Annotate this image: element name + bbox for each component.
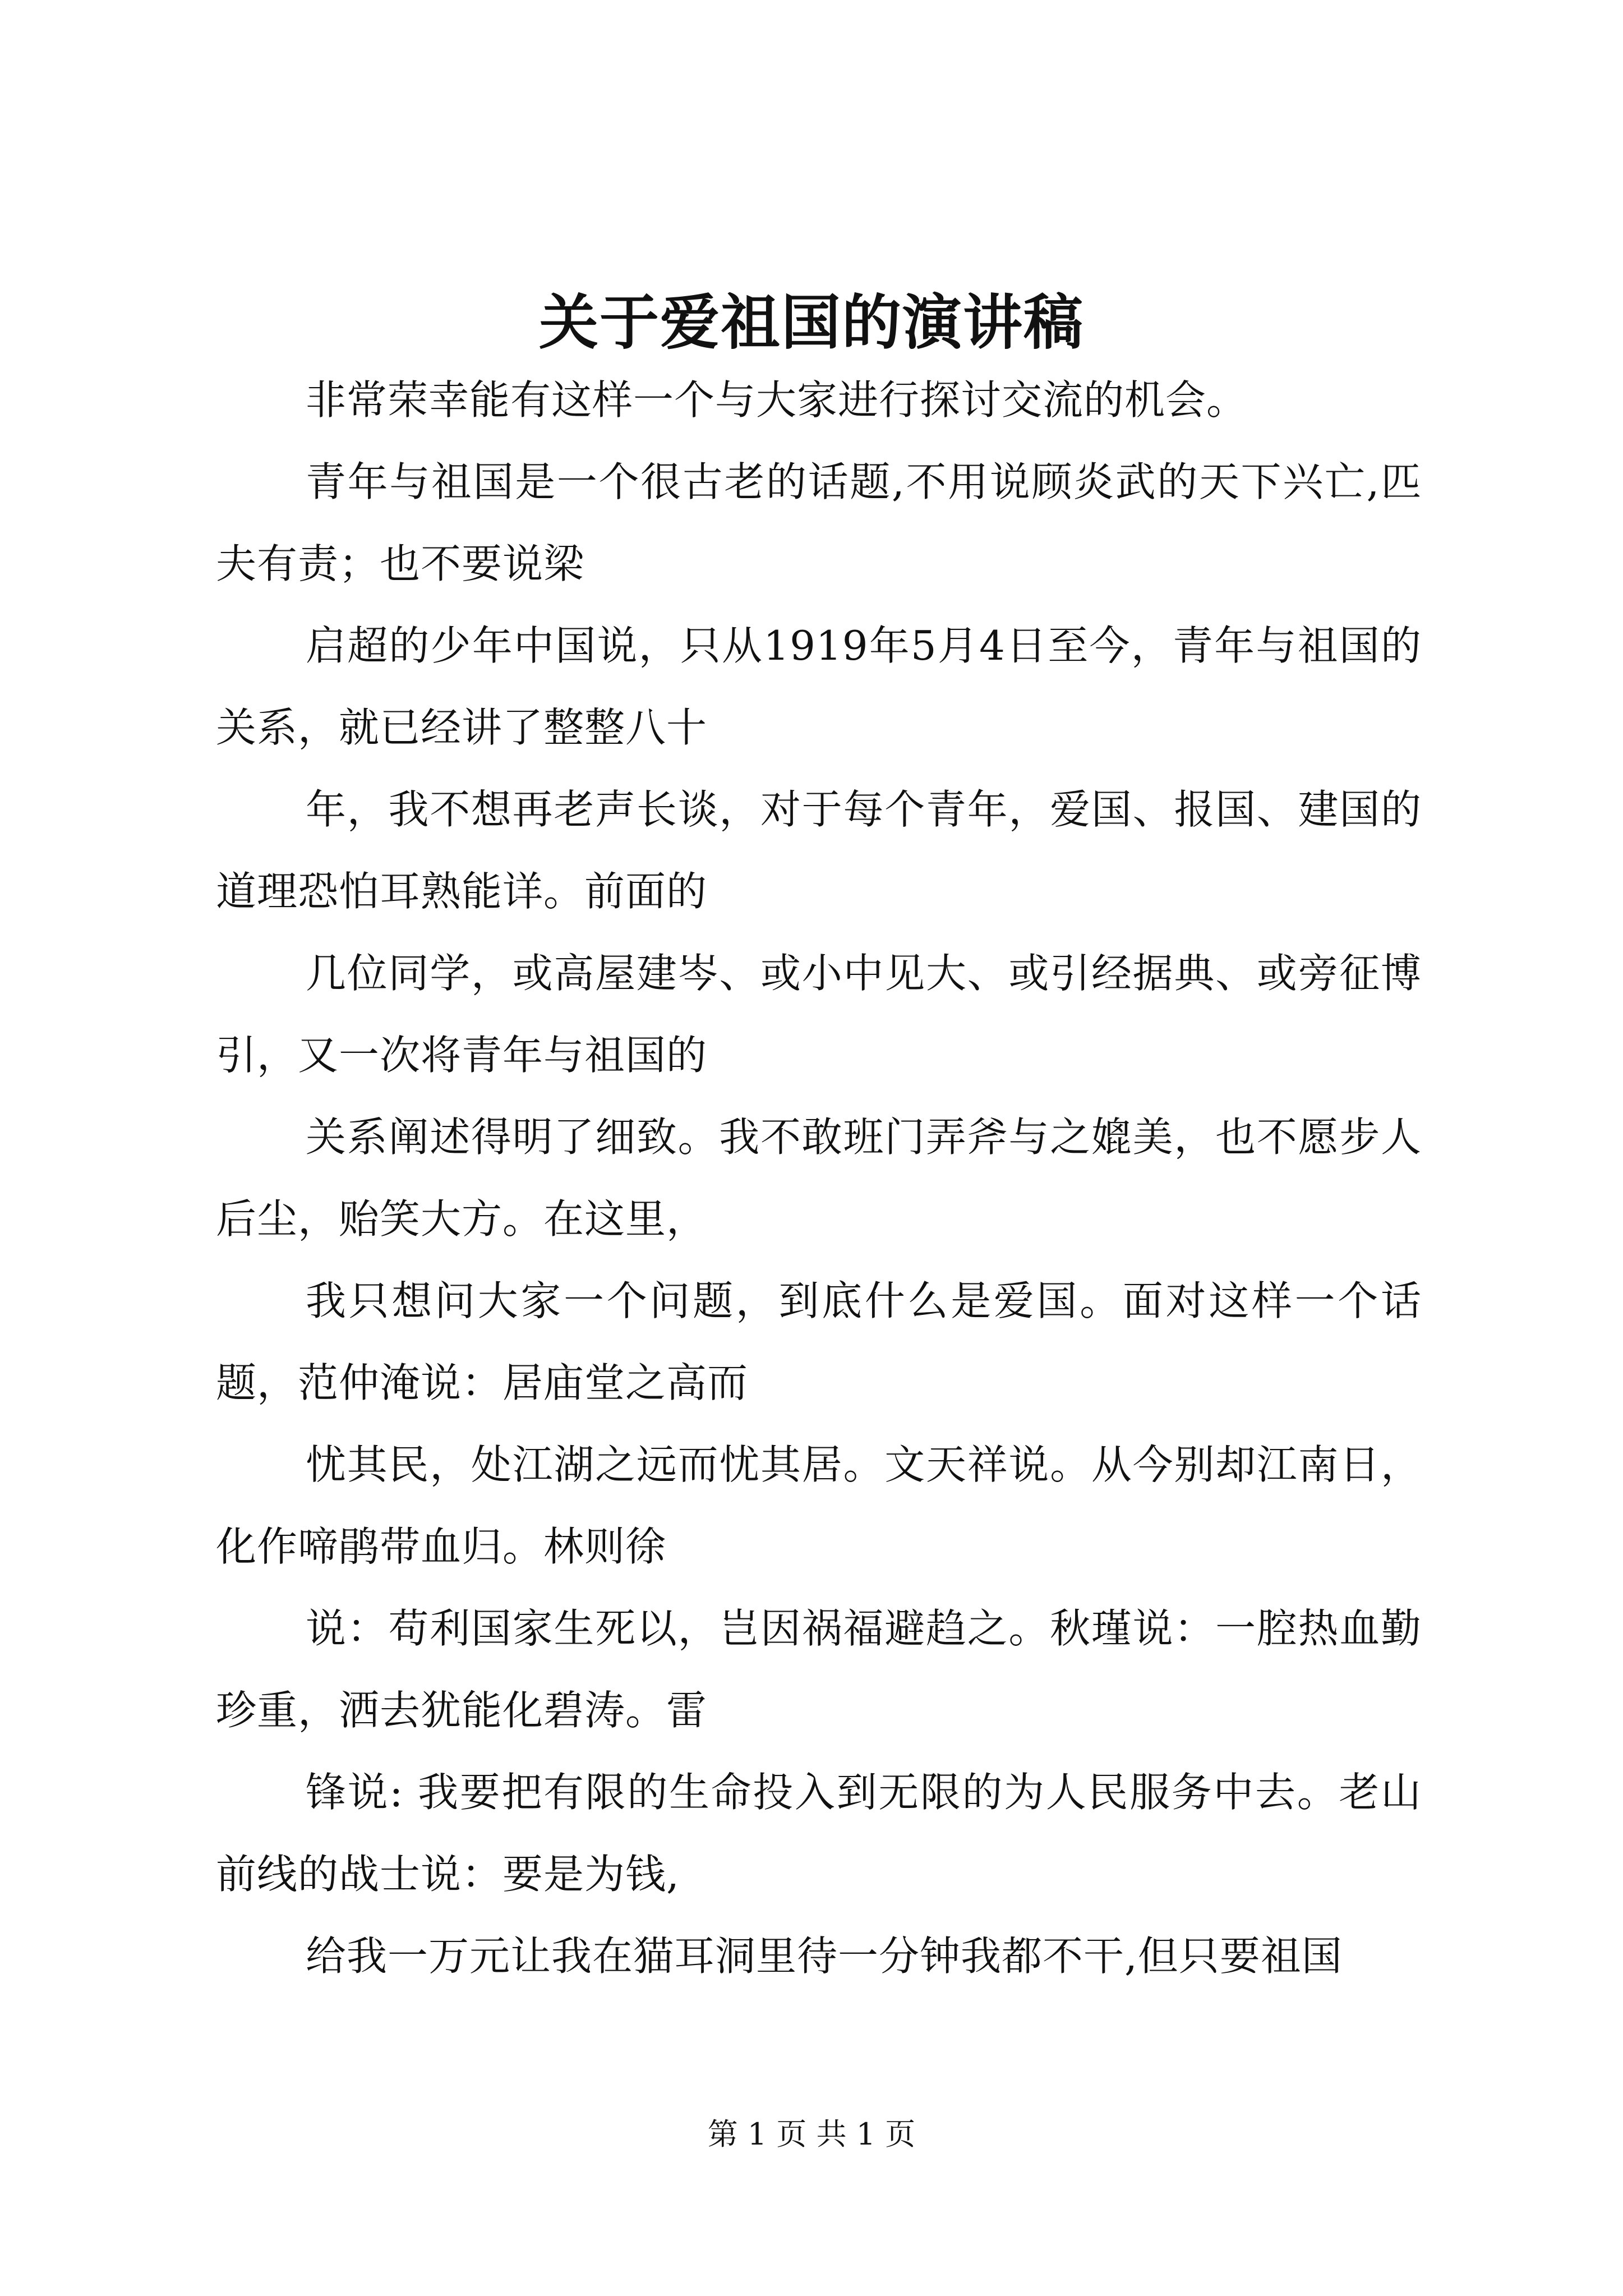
paragraph-5: 几位同学，或高屋建岑、或小中见大、或引经据典、或旁征博引，又一次将青年与祖国的 bbox=[216, 950, 1422, 1079]
page-footer: 第 1 页 共 1 页 bbox=[707, 2116, 916, 2152]
document-title: 关于爱祖国的演讲稿 bbox=[539, 287, 1084, 357]
paragraph-10: 锋说: 我要把有限的生命投入到无限的为人民服务中去。老山前线的战士说：要是为钱, bbox=[216, 1769, 1422, 1898]
paragraph-9: 说：苟利国家生死以，岂因祸福避趋之。秋瑾说：一腔热血勤珍重，洒去犹能化碧涛。雷 bbox=[216, 1605, 1422, 1734]
paragraph-1: 非常荣幸能有这样一个与大家进行探讨交流的机会。 bbox=[306, 376, 1248, 424]
paragraph-6: 关系阐述得明了细致。我不敢班门弄斧与之媲美，也不愿步人后尘，贻笑大方。在这里， bbox=[216, 1114, 1422, 1243]
paragraph-11: 给我一万元让我在猫耳洞里待一分钟我都不干,但只要祖国 bbox=[306, 1932, 1343, 1980]
paragraph-7: 我只想问大家一个问题，到底什么是爱国。面对这样一个话题，范仲淹说：居庙堂之高而 bbox=[216, 1277, 1422, 1406]
paragraph-4: 年，我不想再老声长谈，对于每个青年，爱国、报国、建国的道理恐怕耳熟能详。前面的 bbox=[216, 786, 1422, 915]
paragraph-8: 忧其民，处江湖之远而忧其居。文天祥说。从今别却江南日，化作啼鹃带血归。林则徐 bbox=[216, 1441, 1422, 1570]
paragraph-3: 启超的少年中国说，只从1919年5月4日至今，青年与祖国的关系，就已经讲了整整八十 bbox=[216, 622, 1422, 751]
document-body bbox=[216, 359, 1422, 1997]
paragraph-2: 青年与祖国是一个很古老的话题,不用说顾炎武的天下兴亡,匹夫有责；也不要说梁 bbox=[216, 458, 1422, 587]
